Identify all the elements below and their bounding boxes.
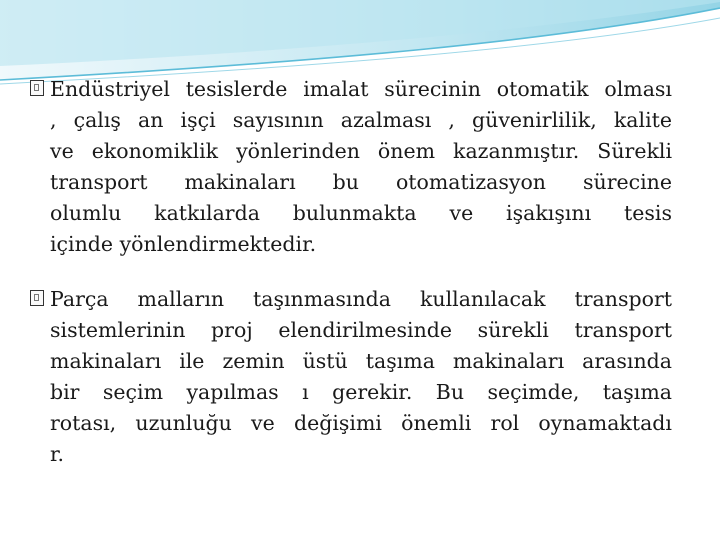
- slide-body: [30, 74, 672, 494]
- paragraph-2: [30, 284, 672, 470]
- text-line: Endüstriyel tesislerde imalat sürecinin otomatik olması: [50, 77, 672, 101]
- text-line: r.: [50, 442, 65, 466]
- paragraph-1: [30, 74, 672, 260]
- text-line: sistemlerinin proj elendirilmesinde sürekli transport: [50, 318, 672, 342]
- text-line: bir seçim yapılmas ı gerekir. Bu seçimde, taşıma: [50, 380, 672, 404]
- text-line: ve ekonomiklik yönlerinden önem kazanmıştır. Sürekli: [50, 139, 672, 163]
- text-line: olumlu katkılarda bulunmakta ve işakışını tesis: [50, 201, 672, 225]
- text-line: Parça malların taşınmasında kullanılacak transport: [50, 287, 672, 311]
- missing-glyph-icon: [30, 290, 44, 306]
- text-line: rotası, uzunluğu ve değişimi önemli rol oynamaktadı: [50, 411, 672, 435]
- text-line: içinde yönlendirmektedir.: [50, 232, 317, 256]
- text-line: transport makinaları bu otomatizasyon sürecine: [50, 170, 672, 194]
- text-line: makinaları ile zemin üstü taşıma makinaları arasında: [50, 349, 672, 373]
- text-line: , çalış an işçi sayısının azalması , güvenirlilik, kalite: [50, 108, 672, 132]
- missing-glyph-icon: [30, 80, 44, 96]
